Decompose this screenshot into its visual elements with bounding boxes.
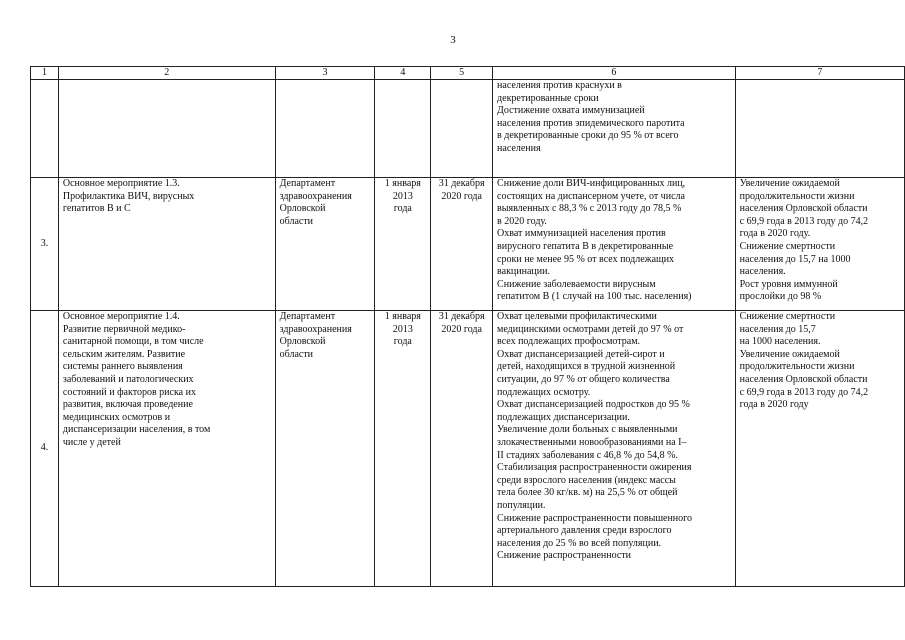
table-row: [31, 311, 905, 587]
results-cell: Снижение смертности населения до 15,7 на 1000 населения. Увеличение ожидаемой продолжительности жизни населения Орловской области с 69,9 года в 2013 году до 74,2 года в 2020 году: [735, 311, 904, 587]
end-date-cell: 31 декабря 2020 года: [431, 311, 493, 587]
executor-cell: [275, 80, 375, 178]
event-cell: Основное мероприятие 1.3. Профилактика ВИЧ, вирусных гепатитов В и С: [58, 178, 275, 311]
start-date-cell: 1 января 2013 года: [375, 311, 431, 587]
results-cell: Увеличение ожидаемой продолжительности жизни населения Орловской области с 69,9 года в 2013 году до 74,2 года в 2020 году. Снижение смертности населения до 15,7 на 1000 населения. Рост уровня иммунной прослойки до 98 %: [735, 178, 904, 311]
header-cell-start: 4: [375, 67, 431, 80]
program-activities-table: [30, 66, 905, 587]
start-date-cell: 1 января 2013 года: [375, 178, 431, 311]
executor-cell: Департамент здравоохранения Орловской области: [275, 178, 375, 311]
event-cell: Основное мероприятие 1.4. Развитие первичной медико- санитарной помощи, в том числе сельским жителям. Развитие системы раннего выявления заболеваний и патологических состояний и факторов риска их развития, включая проведение медицинских осмотров и диспансеризации населения, в том числе у детей: [58, 311, 275, 587]
header-cell-indicators: 6: [493, 67, 736, 80]
header-cell-results: 7: [735, 67, 904, 80]
row-number: [31, 80, 59, 178]
executor-cell: Департамент здравоохранения Орловской области: [275, 311, 375, 587]
end-date-cell: [431, 80, 493, 178]
indicators-cell: населения против краснухи в декретированные сроки Достижение охвата иммунизацией населения против эпидемического паротита в декретированные сроки до 95 % от всего населения: [493, 80, 736, 178]
indicators-cell: Охват целевыми профилактическими медицинскими осмотрами детей до 97 % от всех подлежащих профосмотрам. Охват диспансеризацией детей-сирот и детей, находящихся в трудной жизненной ситуации, до 97 % от общего количества подлежащих осмотру. Охват диспансеризацией подростков до 95 % подлежащих диспансеризации. Увеличение доли больных с выявленными злокачественными новообразованиями на I– II стадиях заболевания с 46,8 % до 54,8 %. Стабилизация распространенности ожирения среди взрослого населения (индекс массы тела более 30 кг/кв. м) на 25,5 % от общей популяции. Снижение распространенности повышенного артериального давления среди взрослого населения до 25 % во всей популяции. Снижение распространенности: [493, 311, 736, 587]
header-cell-end: 5: [431, 67, 493, 80]
table-row-continuation: [31, 80, 905, 178]
row-number: 3.: [31, 178, 59, 311]
end-date-cell: 31 декабря 2020 года: [431, 178, 493, 311]
results-cell: [735, 80, 904, 178]
page-number: 3: [450, 34, 456, 46]
header-cell-event: 2: [58, 67, 275, 80]
row-number: 4.: [31, 311, 59, 587]
event-cell: [58, 80, 275, 178]
table-row: [31, 178, 905, 311]
indicators-cell: Снижение доли ВИЧ-инфицированных лиц, состоящих на диспансерном учете, от числа выявленных с 88,3 % с 2013 году до 78,5 % в 2020 году. Охват иммунизацией населения против вирусного гепатита В в декретированные сроки не менее 95 % от всех подлежащих вакцинации. Снижение заболеваемости вирусным гепатитом В (1 случай на 100 тыс. населения): [493, 178, 736, 311]
header-cell-number: 1: [31, 67, 59, 80]
header-row: [31, 67, 905, 80]
start-date-cell: [375, 80, 431, 178]
header-cell-executor: 3: [275, 67, 375, 80]
